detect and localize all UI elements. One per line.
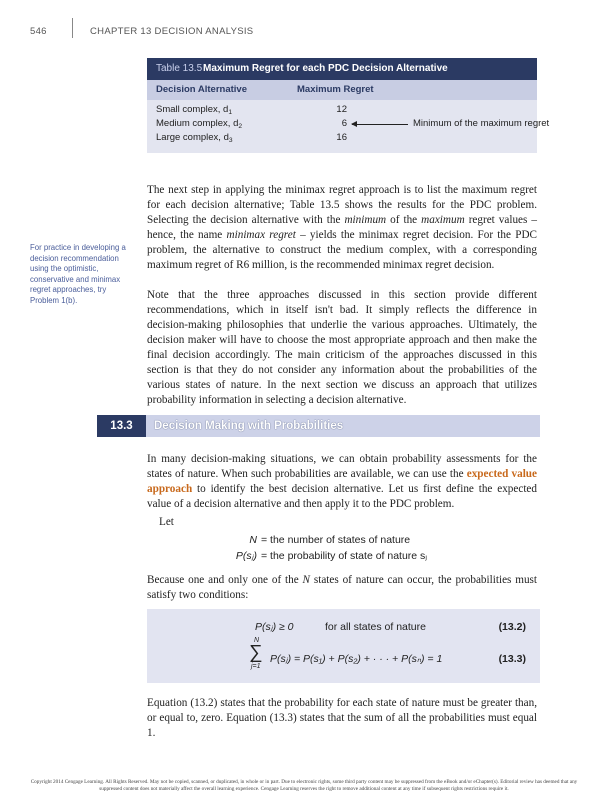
paragraph-conditions: Because one and only one of the N states of nature can occur, the probabilities must satisfy two conditions: <box>147 574 537 601</box>
row-value: 16 <box>336 132 347 143</box>
table-number: Table 13.5 <box>156 63 203 74</box>
section-heading <box>97 415 540 437</box>
let-text: Let <box>159 516 174 528</box>
definition-text: = the number of states of nature <box>261 534 411 546</box>
regret-table <box>147 58 550 153</box>
key-term: expected value approach <box>147 468 537 495</box>
margin-note: For practice in developing a decision recommendation using the optimistic, conservative and minimax regret approaches, try Problem 1(b). <box>30 243 126 305</box>
summation-icon: N ∑ j=1 <box>249 637 263 670</box>
minimum-annotation: Minimum of the maximum regret <box>413 118 550 129</box>
row-value: 6 <box>341 118 347 129</box>
equation-sum: P(sⱼ) = P(s₁) + P(s₂) + · · · + P(sₙ) = 1 <box>270 653 443 665</box>
table-caption-bar <box>147 58 537 80</box>
row-label: Large complex, $d_3$ <box>156 132 233 144</box>
equation-condition: for all states of nature <box>325 621 426 633</box>
paragraph-minimax-regret: The next step in applying the minimax regret approach is to list the maximum regret for each decision alternative; Table 13.5 shows the results for the PDC problem. Selecting the decision alternative with the minimum of the maximum regret values – hence, the name minimax regret – yields the minimax regret decision. For the PDC problem, the alternative to construct the medium complex, with a corresponding maximum regret of R6 million, is the recommended minimax regret decision. <box>147 184 537 271</box>
paragraph-expected-value: In many decision-making situations, we can obtain probability assessments for the states of nature. When such probabilities are available, we can use the expected value approach to identify the best decision alternative. Let us first define the expected value of a decision alternative and then apply it to the PDC problem. <box>147 453 537 510</box>
chapter-title: CHAPTER 13 DECISION ANALYSIS <box>90 26 254 37</box>
equations-box <box>147 609 540 683</box>
equation-number: (13.3) <box>498 653 526 665</box>
equation-number: (13.2) <box>498 621 526 633</box>
column-header-max-regret: Maximum Regret <box>297 84 374 95</box>
table-row <box>147 103 537 117</box>
row-value: 12 <box>336 104 347 115</box>
table-row <box>147 117 550 131</box>
column-header-alternative: Decision Alternative <box>156 84 247 95</box>
definition-symbol: P(sⱼ) <box>235 550 257 562</box>
table-header-row <box>147 80 537 100</box>
definition-text: = the probability of state of nature sⱼ <box>261 550 428 562</box>
copyright-footer: Copyright 2014 Cengage Learning. All Rights Reserved. May not be copied, scanned, or duplicated, in whole or in part. Due to electronic rights, some third party content may be suppressed from the eBook and/or eChapter(s). Editorial review has deemed that any suppressed content does not materially affect the overall learning experience. Cengage Learning reserves the right to remove additional content at any time if subsequent rights restrictions require it. <box>30 779 578 792</box>
row-label: Small complex, $d_1$ <box>156 104 233 116</box>
header-divider <box>72 18 73 38</box>
paragraph-equation-explanation: Equation (13.2) states that the probability for each state of nature must be greater than, or equal to, zero. Equation (13.3) states that the sum of all the probabilities must equal 1. <box>147 697 537 739</box>
paragraph-approaches: Note that the three approaches discussed in this section provide different recommendations, which in itself isn't bad. It simply reflects the difference in decision-making philosophies that underlie the various approaches. Ultimately, the decision maker will have to choose the most appropriate approach and then make the final decision accordingly. The main criticism of the approaches discussed in this section is that they do not consider any information about the probabilities of the various states of nature. In the next section we discuss an approach that utilizes probability information in selecting a decision alternative. <box>147 289 537 406</box>
row-label: Medium complex, $d_2$ <box>156 118 243 130</box>
section-number: 13.3 <box>97 415 146 437</box>
page-number: 546 <box>30 26 47 37</box>
table-row <box>147 131 537 145</box>
table-caption: Maximum Regret for each PDC Decision Alternative <box>203 63 448 74</box>
equation-lhs: P(sⱼ) ≥ 0 <box>255 621 294 633</box>
definition-symbol: N <box>249 534 257 546</box>
left-arrow-icon <box>352 124 408 125</box>
section-title: Decision Making with Probabilities <box>154 420 344 432</box>
